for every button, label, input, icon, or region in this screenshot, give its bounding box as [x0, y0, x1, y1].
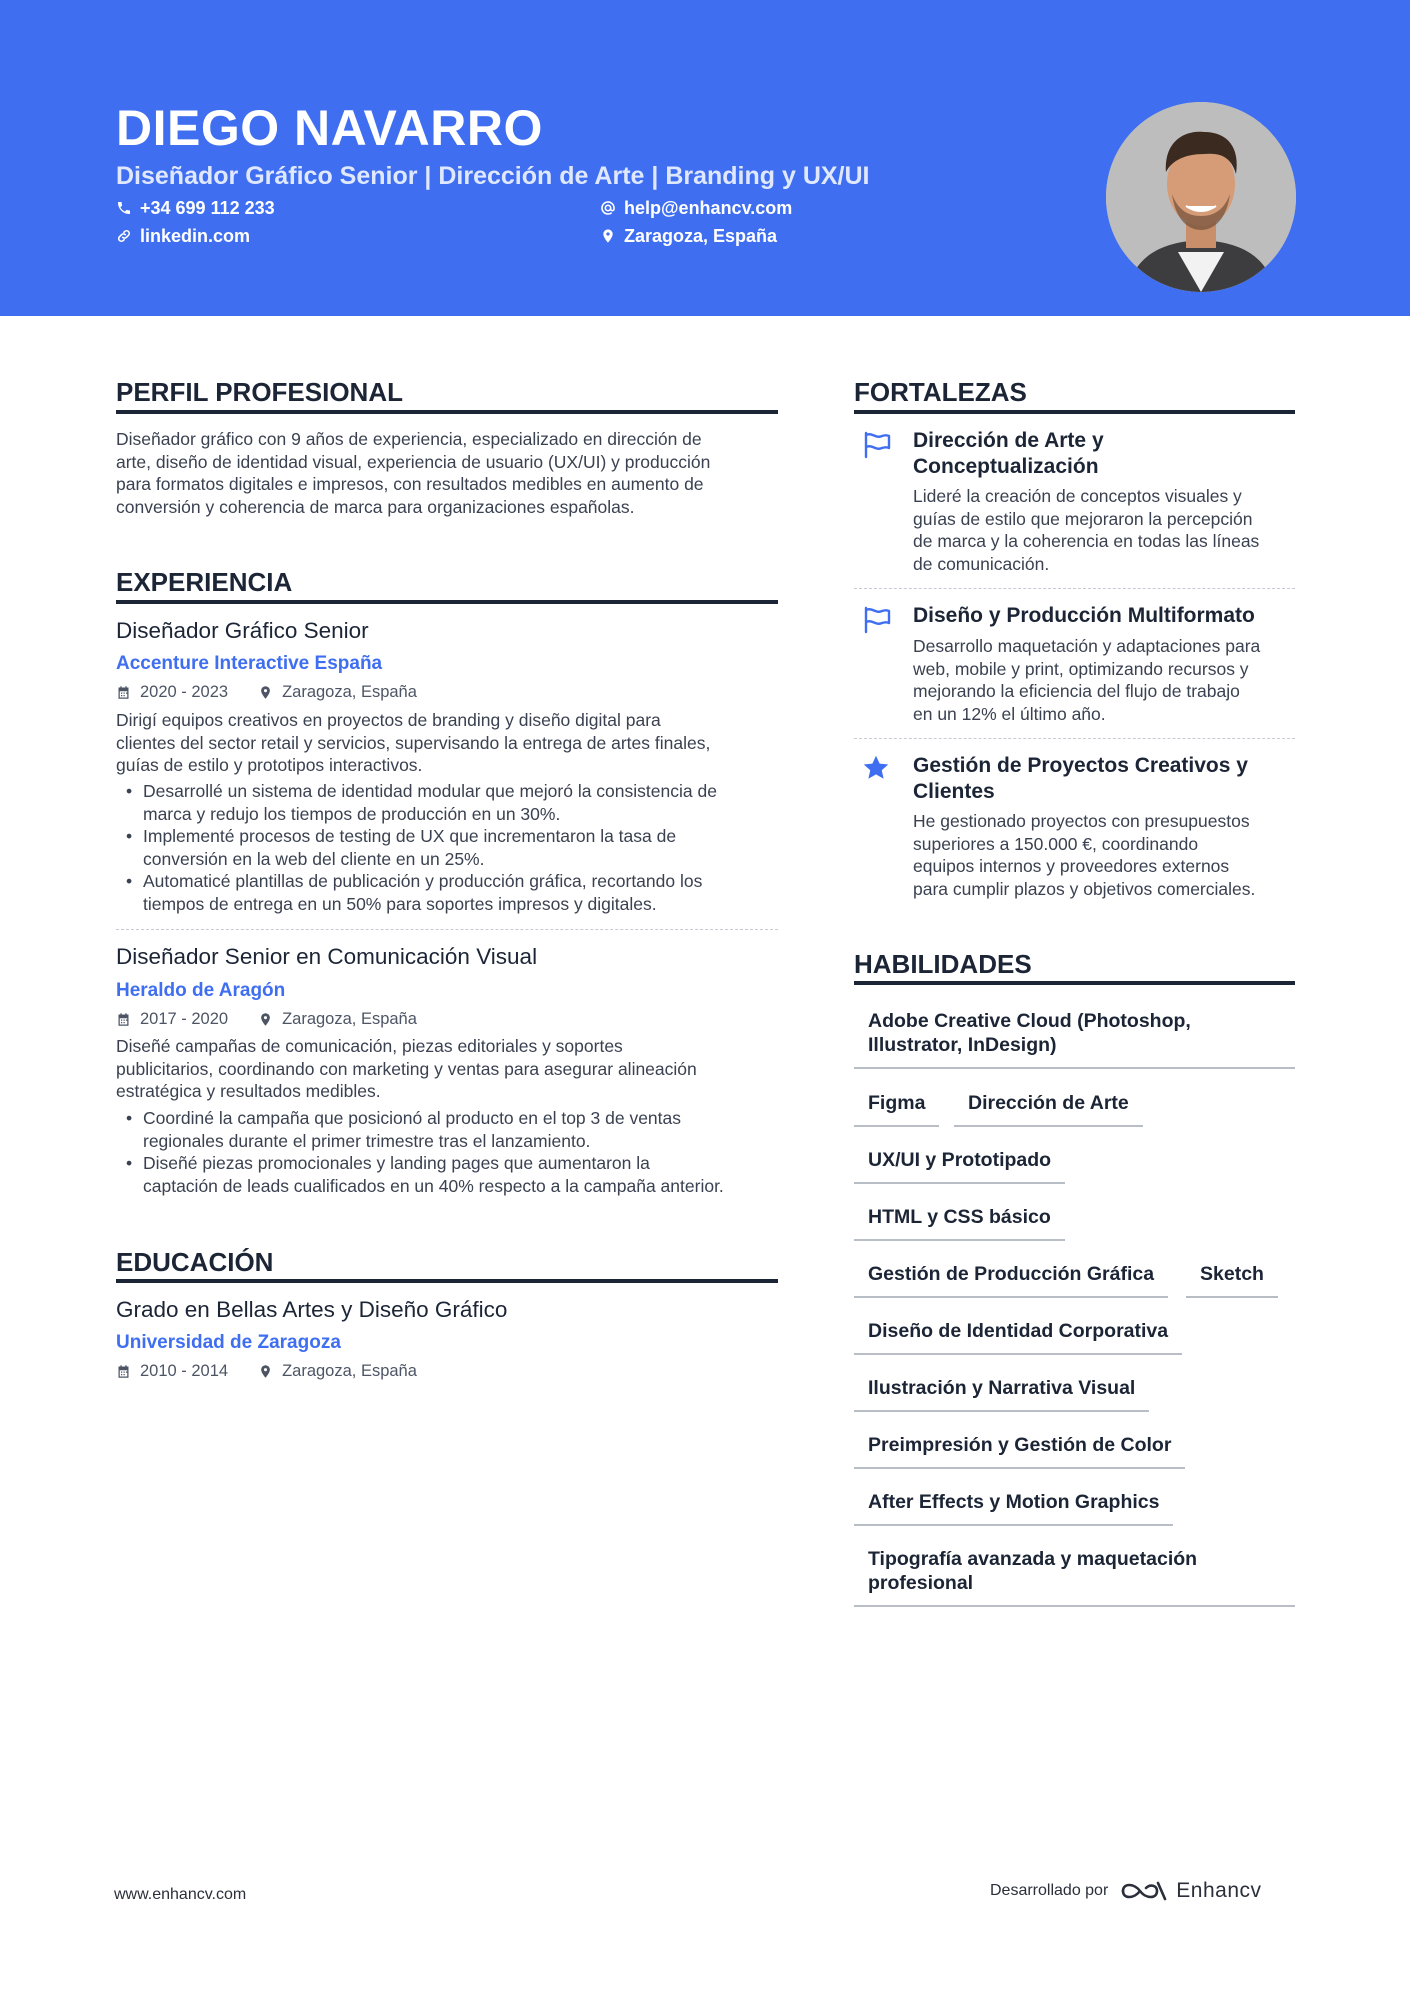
skill-tag: Ilustración y Narrativa Visual — [854, 1376, 1149, 1412]
profile-photo — [1106, 102, 1296, 292]
education-section-rule — [116, 1279, 778, 1283]
strength-description — [913, 635, 1293, 725]
contact-location — [600, 224, 777, 248]
strength-title — [913, 753, 1293, 805]
location-pin-icon — [258, 685, 273, 700]
location-pin-icon — [258, 1364, 273, 1379]
strength-desc-line: He gestionado proyectos con presupuestos — [913, 811, 1250, 831]
strength-desc-line: superiores a 150.000 €, coordinando — [913, 833, 1199, 854]
strength-desc-line: Lideré la creación de conceptos visuales y — [913, 486, 1242, 506]
summary-line: estratégica y resultados medibles. — [116, 1081, 381, 1101]
strength-desc-line: para cumplir plazos y objetivos comerciales. — [913, 878, 1256, 899]
strength-desc-line: mejorando la eficiencia del flujo de trabajo — [913, 681, 1240, 701]
profile-section-title: PERFIL PROFESIONAL — [116, 377, 403, 407]
strength-title — [913, 603, 1293, 629]
achievement-item — [116, 870, 778, 915]
skill-tag: HTML y CSS básico — [854, 1205, 1065, 1241]
strengths-section-title: FORTALEZAS — [854, 377, 1027, 407]
profile-section-rule — [116, 410, 778, 414]
skill-tag: After Effects y Motion Graphics — [854, 1490, 1173, 1526]
job-company[interactable]: Heraldo de Aragón — [116, 980, 286, 1001]
calendar-icon — [116, 685, 131, 700]
skill-tag: Sketch — [1186, 1262, 1278, 1298]
job-company[interactable]: Accenture Interactive España — [116, 653, 383, 674]
candidate-name: DIEGO NAVARRO — [116, 100, 543, 156]
achievement-item — [116, 1152, 778, 1197]
job-meta — [116, 1008, 417, 1030]
skill-tag: Preimpresión y Gestión de Color — [854, 1433, 1185, 1469]
calendar-icon — [116, 1012, 131, 1027]
skill-tag — [854, 1547, 1295, 1607]
candidate-headline: Diseñador Gráfico Senior | Dirección de Arte | Branding y UX/UI — [116, 162, 870, 190]
job-title: Diseñador Senior en Comunicación Visual — [116, 944, 538, 969]
location-pin-icon — [600, 228, 616, 244]
strength-desc-line: de marca y la coherencia en todas las líneas — [913, 531, 1260, 551]
strength-description — [913, 810, 1293, 900]
powered-by-label: Desarrollado por — [990, 1882, 1109, 1899]
brand-name: Enhancv — [1176, 1879, 1262, 1902]
strength-title-line: Dirección de Arte y — [913, 429, 1104, 452]
job-dates: 2020 - 2023 — [140, 683, 229, 701]
skills-section-title: HABILIDADES — [854, 949, 1032, 979]
experience-section-rule — [116, 600, 778, 604]
strength-desc-line: de comunicación. — [913, 553, 1050, 574]
education-location: Zaragoza, España — [282, 1362, 417, 1380]
profile-line: arte, diseño de identidad visual, experiencia de usuario (UX/UI) y producción — [116, 451, 711, 472]
profile-line: para formatos digitales e impresos, con resultados medibles en aumento de — [116, 474, 704, 494]
location-pin-icon — [258, 1012, 273, 1027]
achievement-item — [116, 780, 778, 825]
flag-icon — [862, 605, 892, 635]
skill-line: Adobe Creative Cloud (Photoshop, — [868, 1010, 1191, 1032]
education-meta — [116, 1360, 417, 1382]
skill-tag: UX/UI y Prototipado — [854, 1148, 1065, 1184]
education-dates: 2010 - 2014 — [140, 1362, 229, 1380]
summary-line: guías de estilo y prototipos interactivos. — [116, 755, 423, 775]
strength-desc-line: en un 12% el último año. — [913, 703, 1106, 724]
skill-tag — [854, 1009, 1295, 1069]
job-location: Zaragoza, España — [282, 683, 417, 701]
calendar-icon — [116, 1364, 131, 1379]
profile-line: Diseñador gráfico con 9 años de experiencia, especializado en dirección de — [116, 429, 702, 449]
achievement-line: regionales durante el primer trimestre tras el lanzamiento. — [143, 1130, 591, 1151]
strength-title-line: Conceptualización — [913, 455, 1099, 478]
job-dates: 2017 - 2020 — [140, 1010, 229, 1028]
skill-tag: Diseño de Identidad Corporativa — [854, 1319, 1182, 1355]
profile-line: conversión y coherencia de marca para organizaciones españolas. — [116, 496, 635, 517]
strength-desc-line: web, mobile y print, optimizando recursos y — [913, 658, 1249, 679]
strength-divider — [854, 738, 1295, 739]
skills-section-rule — [854, 981, 1295, 985]
link-icon — [116, 228, 132, 244]
summary-line: clientes del sector retail y servicios, supervisando la entrega de artes finales, — [116, 732, 711, 753]
experience-section-title: EXPERIENCIA — [116, 567, 293, 597]
achievement-line: tiempos de entrega en un 50% para soportes impresos y digitales. — [143, 893, 657, 914]
strength-title-line: Diseño y Producción Multiformato — [913, 604, 1255, 627]
skill-tag: Dirección de Arte — [954, 1091, 1143, 1127]
skill-line: Tipografía avanzada y maquetación — [868, 1548, 1198, 1570]
resume-header — [0, 0, 1410, 316]
contact-linkedin[interactable] — [116, 224, 250, 248]
contact-phone[interactable] — [116, 196, 275, 220]
achievement-line: • Implementé procesos de testing de UX que incrementaron la tasa de — [143, 826, 677, 846]
achievement-line: • Automaticé plantillas de publicación y producción gráfica, recortando los — [143, 871, 703, 891]
achievement-line: • Coordiné la campaña que posicionó al producto en el top 3 de ventas — [143, 1108, 682, 1128]
achievement-item — [116, 825, 778, 870]
location-text: Zaragoza, España — [624, 226, 778, 246]
job-location: Zaragoza, España — [282, 1010, 417, 1028]
achievement-line: • Desarrollé un sistema de identidad modular que mejoró la consistencia de — [143, 781, 717, 801]
footer-branding[interactable] — [990, 1878, 1262, 1904]
degree-title: Grado en Bellas Artes y Diseño Gráfico — [116, 1297, 508, 1322]
skill-line: Illustrator, InDesign) — [868, 1034, 1057, 1056]
skill-tag: Figma — [854, 1091, 939, 1127]
achievement-line: • Diseñé piezas promocionales y landing pages que aumentaron la — [143, 1153, 650, 1173]
footer-website[interactable]: www.enhancv.com — [114, 1886, 247, 1903]
summary-line: publicitarios, coordinando con marketing y ventas para asegurar alineación — [116, 1058, 697, 1079]
phone-icon — [116, 200, 132, 216]
star-icon — [861, 753, 891, 783]
summary-line: Diseñé campañas de comunicación, piezas editoriales y soportes — [116, 1036, 623, 1056]
job-achievements — [116, 1107, 778, 1197]
enhancv-logo-icon — [1120, 1878, 1168, 1904]
job-summary — [116, 709, 778, 777]
achievement-line: marca y redujo los tiempos de producción en un 30%. — [143, 803, 561, 824]
job-summary — [116, 1035, 778, 1103]
strength-description — [913, 485, 1293, 575]
strengths-section-rule — [854, 410, 1295, 414]
skill-tag: Gestión de Producción Gráfica — [854, 1262, 1168, 1298]
strength-desc-line: equipos internos y proveedores externos — [913, 856, 1230, 876]
email-text: help@enhancv.com — [624, 198, 793, 218]
skill-line: profesional — [868, 1572, 974, 1594]
education-section-title: EDUCACIÓN — [116, 1247, 274, 1277]
job-divider — [116, 929, 778, 930]
school-name[interactable]: Universidad de Zaragoza — [116, 1332, 341, 1353]
strength-title — [913, 428, 1293, 480]
profile-summary — [116, 428, 778, 518]
job-achievements — [116, 780, 778, 915]
strength-divider — [854, 588, 1295, 589]
at-icon — [600, 200, 616, 216]
contact-email[interactable] — [600, 196, 792, 220]
summary-line: Dirigí equipos creativos en proyectos de branding y diseño digital para — [116, 710, 661, 730]
job-title: Diseñador Gráfico Senior — [116, 618, 369, 643]
phone-text: +34 699 112 233 — [140, 198, 275, 218]
strength-desc-line: Desarrollo maquetación y adaptaciones para — [913, 636, 1261, 656]
strength-title-line: Clientes — [913, 780, 995, 803]
flag-icon — [862, 430, 892, 460]
linkedin-text: linkedin.com — [140, 226, 251, 246]
achievement-item — [116, 1107, 778, 1152]
achievement-line: conversión en la web del cliente en un 25%. — [143, 848, 485, 869]
strength-title-line: Gestión de Proyectos Creativos y — [913, 754, 1248, 777]
job-meta — [116, 681, 417, 703]
achievement-line: captación de leads cualificados en un 40% respecto a la campaña anterior. — [143, 1175, 724, 1196]
strength-desc-line: guías de estilo que mejoraron la percepción — [913, 508, 1253, 529]
